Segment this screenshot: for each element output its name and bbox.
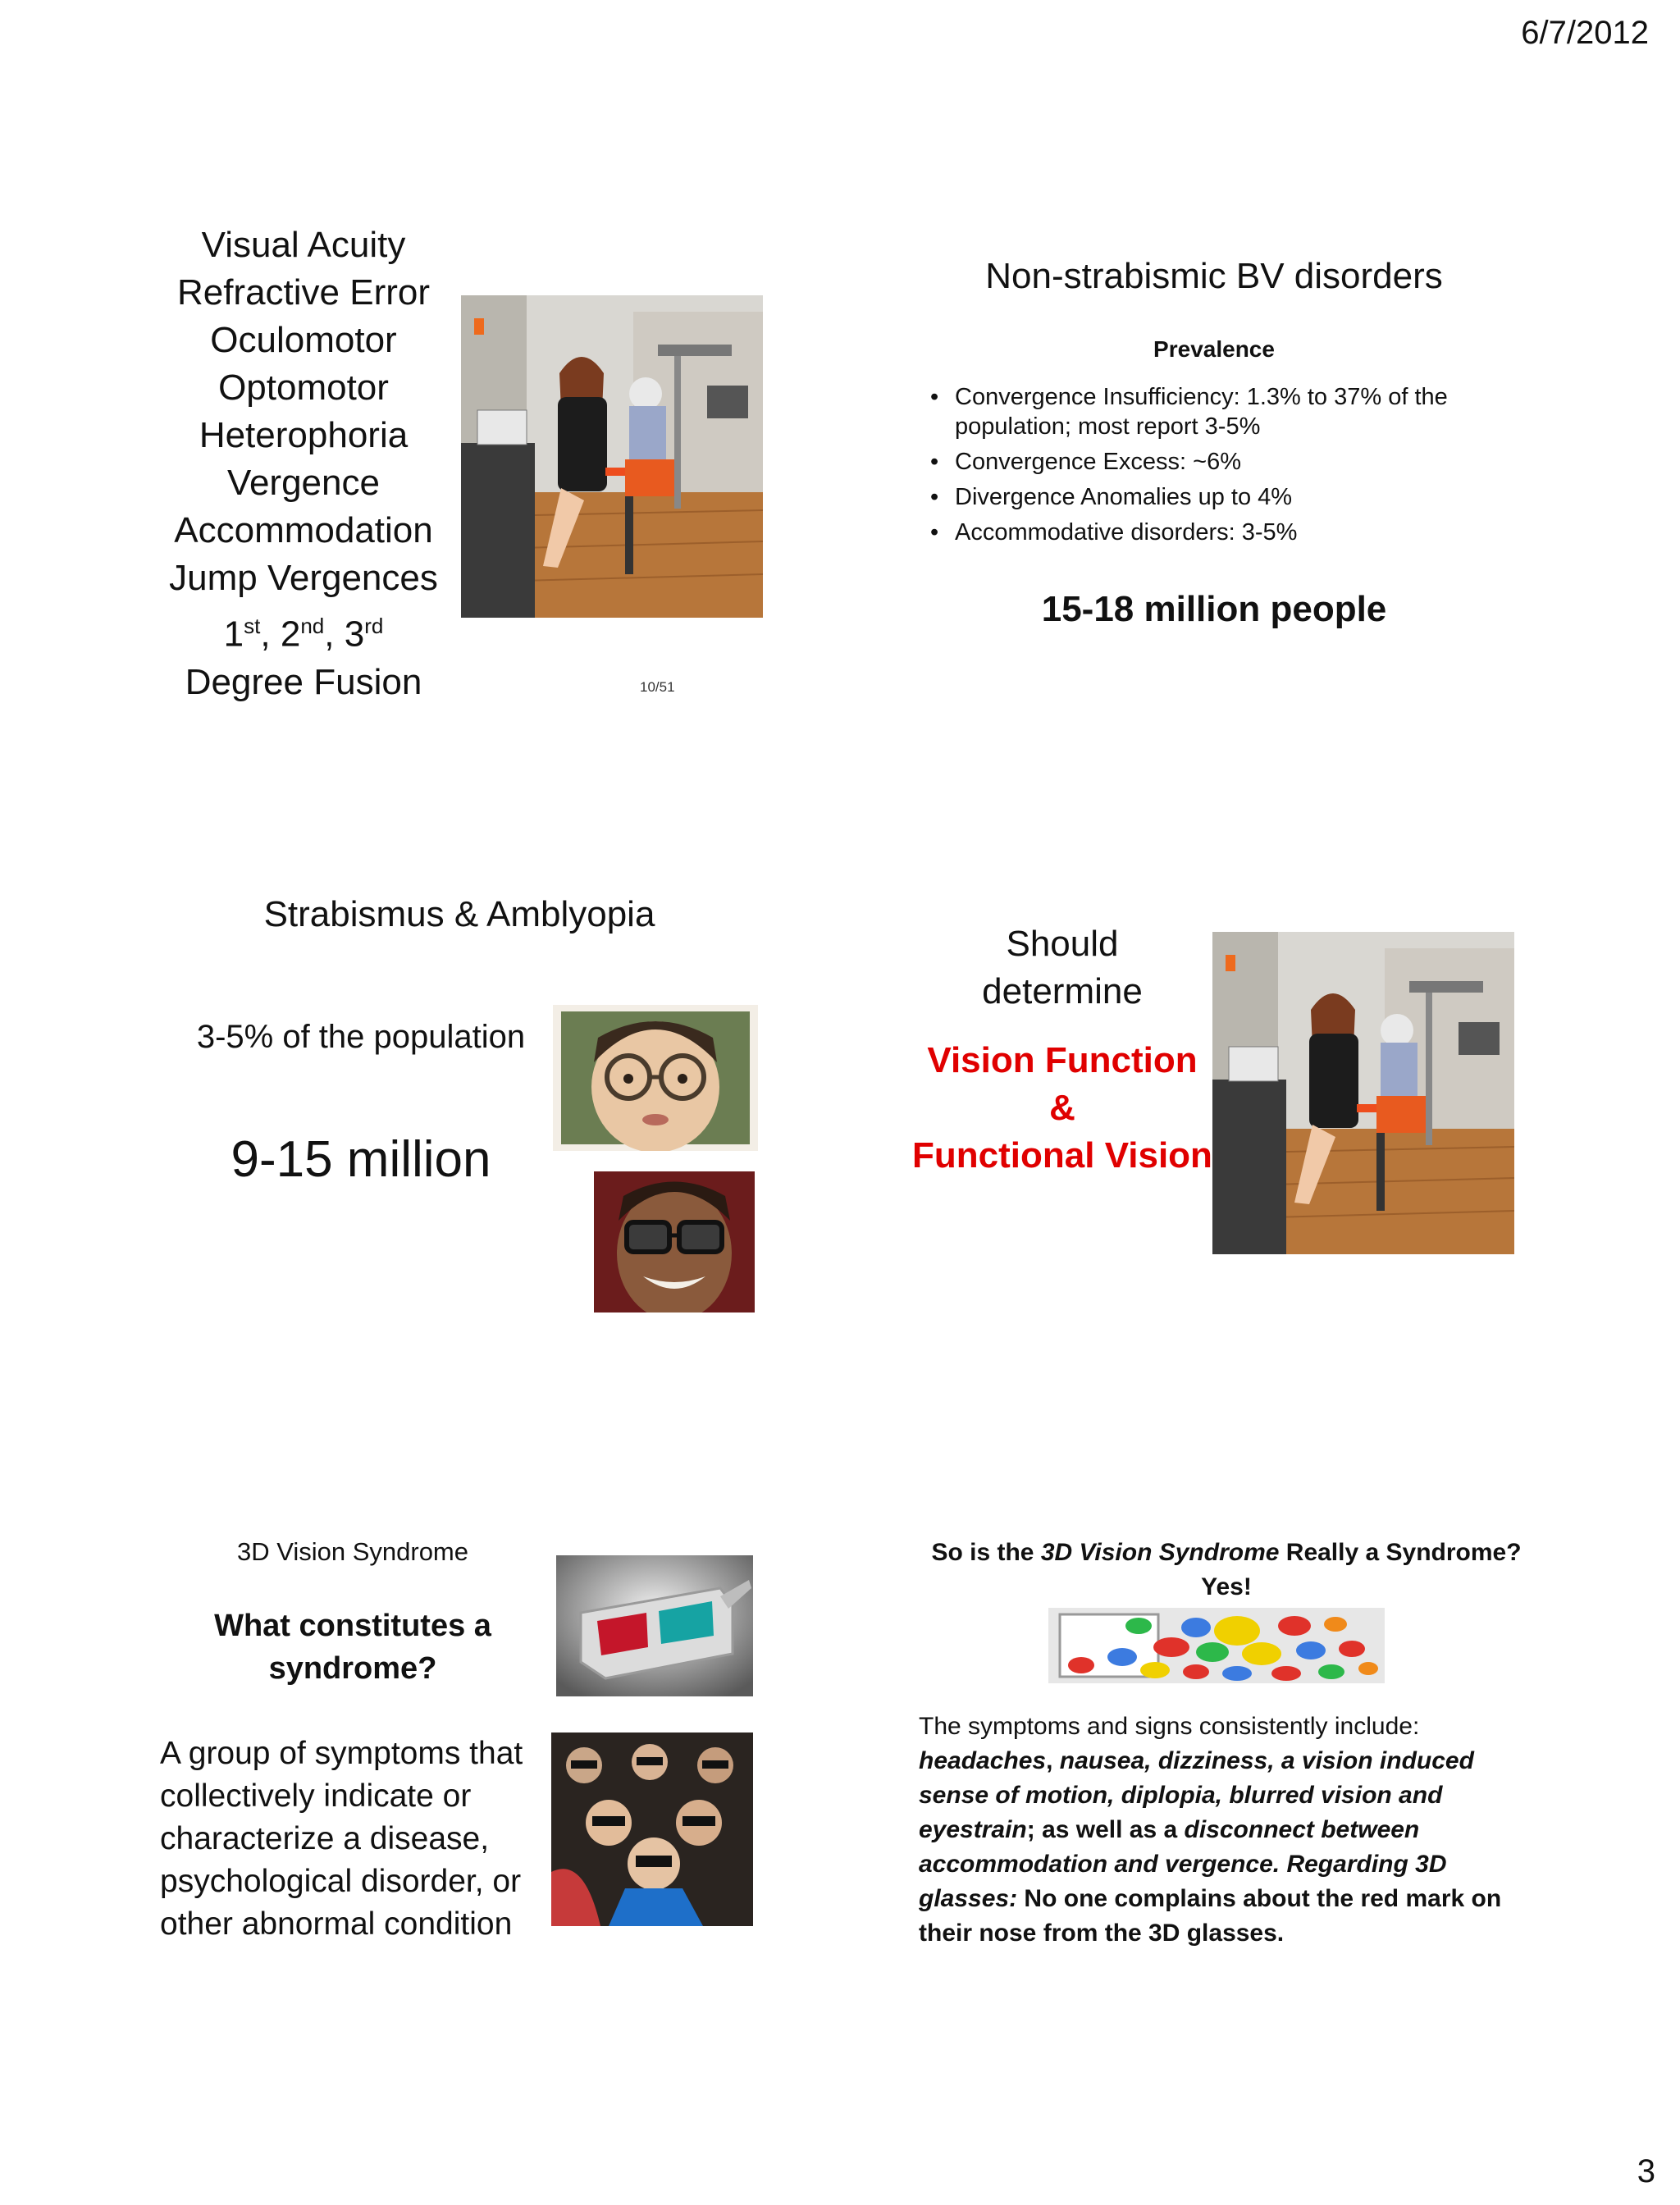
list-item: • Convergence Excess: ~6% — [927, 447, 1501, 477]
page-number: 3 — [1637, 2153, 1655, 2189]
list-item: Optomotor — [218, 368, 389, 408]
baby-glasses-photo — [553, 1005, 758, 1151]
list-item: • Convergence Insufficiency: 1.3% to 37% of the population; most report 3-5% — [927, 382, 1501, 441]
list-item: Heterophoria — [199, 415, 409, 455]
list-item: • Divergence Anomalies up to 4% — [927, 482, 1501, 512]
list-item: • Accommodative disorders: 3-5% — [927, 518, 1501, 547]
list-item: Visual Acuity — [201, 225, 406, 265]
list-item: Oculomotor — [210, 320, 397, 360]
slide5-definition: A group of symptoms that collectively indicate or characterize a disease, psychological disorder, or other abnormal condition — [160, 1736, 523, 1942]
slide2-total: 15-18 million people — [1041, 589, 1387, 629]
slide5-title: 3D Vision Syndrome — [236, 1537, 468, 1566]
exam-room-photo — [1212, 932, 1514, 1254]
slide3-line: 3-5% of the population — [196, 1019, 526, 1055]
list-item: Refractive Error — [176, 272, 431, 313]
list-item: Accommodation — [174, 510, 433, 550]
slide2-title: Non-strabismic BV disorders — [985, 256, 1443, 296]
slide3-title: Strabismus & Amblyopia — [263, 894, 655, 934]
exam-room-photo — [461, 295, 763, 618]
slide-counter: 10/51 — [640, 679, 675, 695]
slide6-body: The symptoms and signs consistently include: headaches, nausea, dizziness, a vision induced sense of motion, diplopia, blurred vision and eyestrain; as well as a disconnect between accommodation and vergence. Regarding 3D glasses: No one complains about the red mark on their nose from the 3D glasses. — [919, 1713, 1502, 1947]
slide4-text: Should determine — [982, 924, 1143, 1011]
slide2-bullet-list — [927, 382, 1501, 553]
slide4-highlight: Vision Function & Functional Vision — [912, 1040, 1212, 1176]
slide1-test-list — [156, 221, 451, 706]
page-date: 6/7/2012 — [1521, 15, 1649, 51]
3d-glasses-image — [556, 1555, 753, 1696]
slide5-question: What constitutes a syndrome? — [214, 1609, 491, 1686]
slide6-title: So is the 3D Vision Syndrome Really a Syndrome? Yes! — [931, 1539, 1522, 1600]
list-item: Degree Fusion — [185, 661, 422, 702]
list-item-ordinals: 1st, 2nd, 3rd — [223, 614, 384, 655]
boy-glasses-photo — [594, 1171, 755, 1312]
list-item: Jump Vergences — [169, 558, 438, 598]
slide3-big-number: 9-15 million — [231, 1131, 491, 1188]
slide2-subtitle: Prevalence — [1153, 336, 1275, 362]
list-item: Vergence — [227, 463, 380, 503]
theater-audience-photo — [551, 1732, 753, 1926]
colorful-balls-image — [1048, 1608, 1385, 1683]
